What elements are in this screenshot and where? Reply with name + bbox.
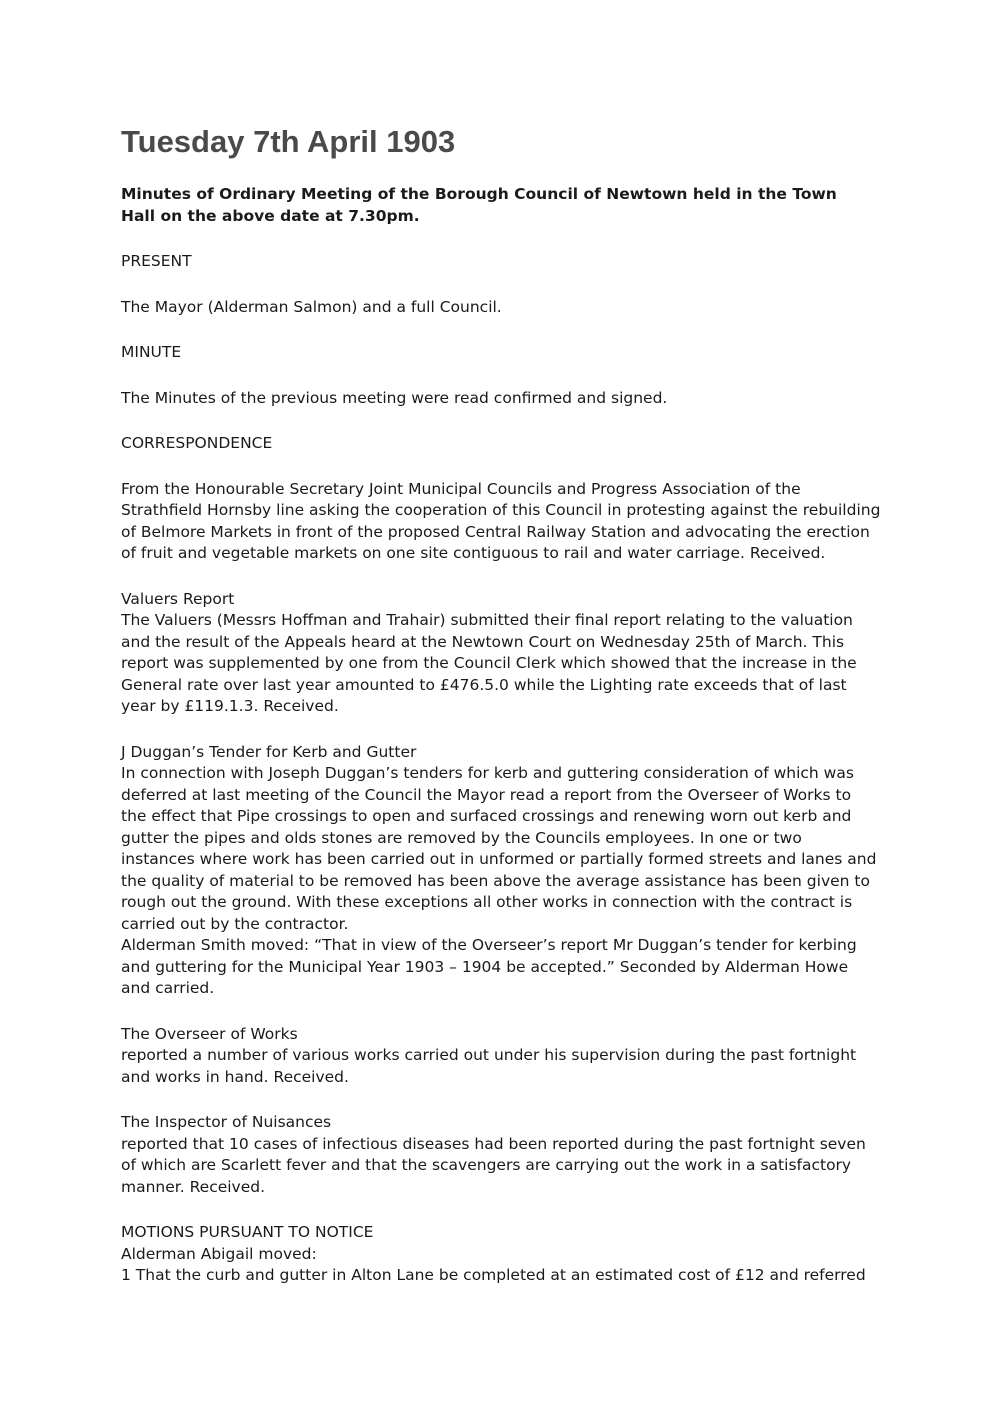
duggan-text: In connection with Joseph Duggan’s tenders for kerb and guttering consideration of which was deferred at last meeting of the Council the Mayor read a report from the Overseer of Works to the effect that Pipe crossings to open and surfaced crossings and renewing worn out kerb and gutter the pipes and olds stones are removed by the Councils employees. In one or two instances where work has been carried out in unformed or partially formed streets and lanes and the quality of material to be removed has been above the average assistance has been given to rough out the ground. With these exceptions all other works in connection with the contract is carried out by the contractor. Alderman Smith moved: “That in view of the Overseer’s report Mr Duggan’s tender for kerbing and guttering for the Municipal Year 1903 – 1904 be accepted.” Seconded by Alderman Howe and carried. [121,764,877,997]
motions-text: Alderman Abigail moved: 1 That the curb and gutter in Alton Lane be completed at an estimated cost of £12 and referred [121,1244,866,1284]
document-page [121,124,891,1311]
page-title: Tuesday 7th April 1903 [121,124,456,159]
correspondence-heading: CORRESPONDENCE [121,434,273,452]
present-heading: PRESENT [121,252,192,270]
overseer-text: reported a number of various works carried out under his supervision during the past fortnight and works in hand. Received. [121,1046,857,1086]
present-text: The Mayor (Alderman Salmon) and a full Council. [121,297,502,316]
inspector-heading: The Inspector of Nuisances [121,1113,332,1131]
overseer-heading: The Overseer of Works [121,1024,298,1043]
meeting-subtitle: Minutes of Ordinary Meeting of the Borough Council of Newtown held in the Town Hall on the above date at 7.30pm. [121,185,837,225]
correspondence-text: From the Honourable Secretary Joint Municipal Councils and Progress Association of the Strathfield Hornsby line asking the cooperation of this Council in protesting against the rebuilding of Belmore Markets in front of the proposed Central Railway Station and advocating the erection of fruit and vegetable markets on one site contiguous to rail and water carriage. Received. [121,479,881,562]
valuers-heading: Valuers Report [121,589,235,608]
motions-heading: MOTIONS PURSUANT TO NOTICE [121,1223,374,1241]
inspector-text: reported that 10 cases of infectious diseases had been reported during the past fortnight seven of which are Scarlett fever and that the scavengers are carrying out the work in a satisfactory manner. Received. [121,1134,866,1196]
minute-heading: MINUTE [121,343,182,361]
valuers-text: The Valuers (Messrs Hoffman and Trahair) submitted their final report relating to the valuation and the result of the Appeals heard at the Newtown Court on Wednesday 25th of March. This report was supplemented by one from the Council Clerk which showed that the increase in the General rate over last year amounted to £476.5.0 while the Lighting rate exceeds that of last year by £119.1.3. Received. [121,611,857,715]
duggan-heading: J Duggan’s Tender for Kerb and Gutter [121,742,417,761]
minute-text: The Minutes of the previous meeting were read confirmed and signed. [121,388,668,407]
